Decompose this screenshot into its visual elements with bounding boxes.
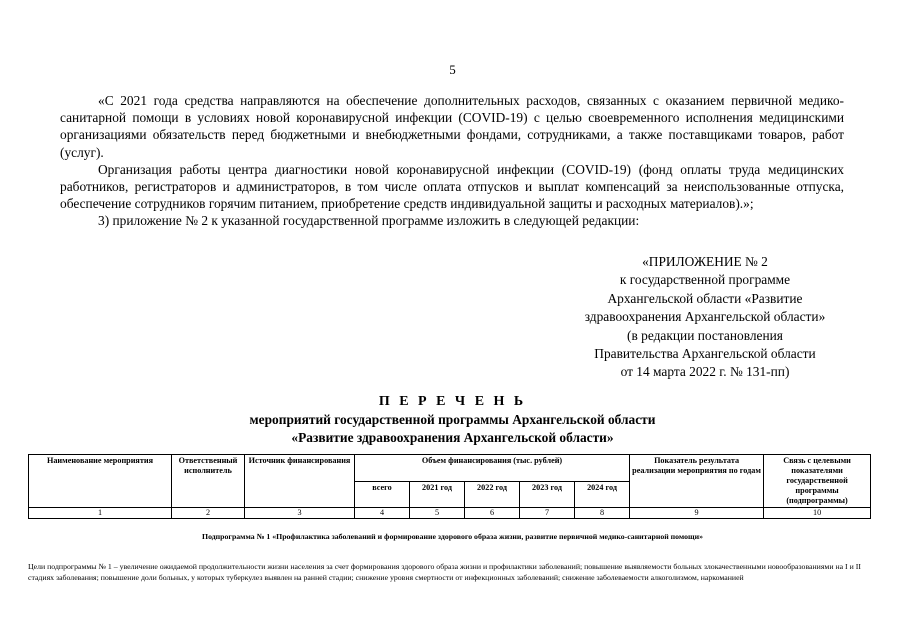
paragraph-covid-funding: «С 2021 года средства направляются на обеспечение дополнительных расходов, связанных с оказанием первичной медико-санитарной помощи в условиях новой коронавирусной инфекции (COVID-19) с целью своевременного исполнения медицинскими организациями обязательств перед бюджетными и внебюджетными фондами, сотрудниками, а также поставщиками товаров, работ (услуг). [60, 93, 844, 160]
annex-header [555, 253, 855, 382]
column-number: 6 [465, 508, 520, 519]
header-2021: 2021 год [410, 481, 465, 508]
annex-line: Правительства Архангельской области [594, 346, 816, 362]
column-number: 9 [630, 508, 764, 519]
annex-line: «ПРИЛОЖЕНИЕ № 2 [642, 254, 768, 269]
column-number: 1 [29, 508, 172, 519]
header-total: всего [355, 481, 410, 508]
header-source: Источник финансирования [245, 455, 355, 508]
body-text [60, 92, 844, 230]
annex-line: от 14 марта 2022 г. № 131-пп) [620, 364, 790, 380]
subprogram-goals: Цели подпрограммы № 1 – увеличение ожидаемой продолжительности жизни населения за счет формирования здорового образа жизни и профилактики заболеваний; повышение выявляемости больных злокачественными новообразованиями на I и II стадиях заболевания; повышение доли больных, у которых туберкулез выявлен на ранней стадии; снижение уровня смертности от инфекционных заболеваний; снижение заболеваемости алкоголизмом, наркоманией [28, 562, 861, 582]
paragraph-diagnostics-center: Организация работы центра диагностики новой коронавирусной инфекции (COVID-19) (фонд оплаты труда медицинских работников, регистраторов и администраторов, в том числе оплата отпусков и выплат компенсаций за неиспользованные отпуска, обеспечение сотрудников горячим питанием, приобретение средств индивидуальной защиты и расходных материалов).»; [60, 161, 844, 212]
column-number: 8 [575, 508, 630, 519]
paragraph-annex-instruction: 3) приложение № 2 к указанной государственной программе изложить в следующей редакции: [98, 213, 640, 229]
column-number: 4 [355, 508, 410, 519]
title-line-1: мероприятий государственной программы Архангельской области [249, 412, 656, 427]
title-main: П Е Р Е Ч Е Н Ь [378, 394, 527, 409]
column-number: 7 [520, 508, 575, 519]
header-link: Связь с целевыми показателями государственной программы (подпрограммы) [764, 455, 871, 508]
measures-table [28, 454, 871, 519]
header-2022: 2022 год [465, 481, 520, 508]
header-indicator: Показатель результата реализации мероприятия по годам [630, 455, 764, 508]
document-title [0, 393, 905, 446]
column-number: 3 [245, 508, 355, 519]
subprogram-title: Подпрограмма № 1 «Профилактика заболеваний и формирование здорового образа жизни, развитие первичной медико-санитарной помощи» [202, 532, 703, 541]
column-number: 2 [172, 508, 245, 519]
annex-line: (в редакции постановления [627, 327, 783, 343]
table-header-row [29, 455, 871, 482]
column-number: 5 [410, 508, 465, 519]
page-number: 5 [449, 62, 456, 77]
annex-line: к государственной программе [619, 272, 791, 288]
annex-line: здравоохранения Архангельской области» [584, 309, 826, 325]
header-executor: Ответственный исполнитель [172, 455, 245, 508]
header-2024: 2024 год [575, 481, 630, 508]
header-funding: Объем финансирования (тыс. рублей) [355, 455, 630, 482]
table-number-row [29, 508, 871, 519]
column-number: 10 [764, 508, 871, 519]
header-name: Наименование мероприятия [29, 455, 172, 508]
title-line-2: «Развитие здравоохранения Архангельской области» [291, 429, 614, 445]
header-2023: 2023 год [520, 481, 575, 508]
annex-line: Архангельской области «Развитие [607, 290, 803, 306]
